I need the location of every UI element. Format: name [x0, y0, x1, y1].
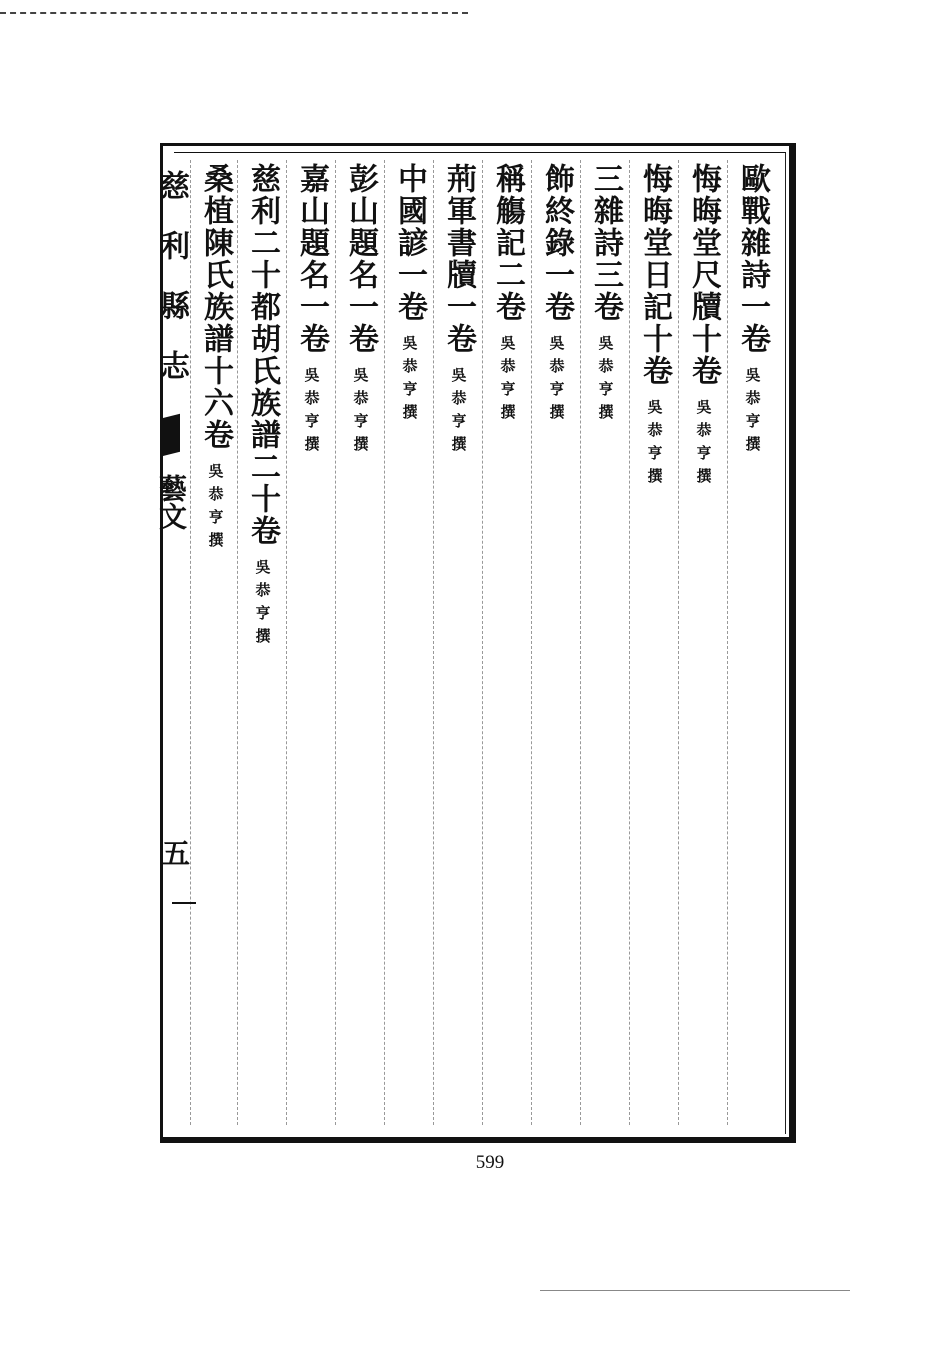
- entry-author: 吳恭亨撰: [253, 559, 272, 651]
- margin-section-title: 藝文: [155, 474, 188, 530]
- entry-title: 三雜詩三卷: [588, 163, 623, 323]
- entry-title: 歐戰雜詩一卷: [735, 163, 770, 355]
- leaf-number: 五: [161, 837, 190, 870]
- margin-column: [152, 170, 190, 530]
- column-rule: [190, 160, 191, 1125]
- column-rule: [678, 160, 679, 1125]
- entry-author: 吳恭亨撰: [498, 335, 517, 427]
- entry-title: 悔晦堂日記十卷: [637, 163, 672, 387]
- column-rule: [727, 160, 728, 1125]
- entry-title: 嘉山題名一卷: [294, 163, 329, 355]
- margin-book-title: 慈利縣志: [154, 170, 189, 410]
- entry-author: 吳恭亨撰: [302, 367, 321, 459]
- entry-column: [438, 163, 478, 459]
- scan-foot-line: [540, 1290, 850, 1291]
- entry-column: [242, 163, 282, 651]
- leaf-tick: [172, 902, 196, 904]
- entry-author: 吳恭亨撰: [743, 367, 762, 459]
- entry-column: [732, 163, 772, 459]
- column-rule: [335, 160, 336, 1125]
- fish-tail-mark: [162, 414, 180, 456]
- scan-edge-dashes: [0, 12, 468, 14]
- entry-title: 中國諺一卷: [392, 163, 427, 323]
- entry-title: 桑植陳氏族譜十六卷: [198, 163, 233, 451]
- entry-column: [195, 163, 235, 555]
- entry-column: [683, 163, 723, 491]
- entry-author: 吳恭亨撰: [694, 399, 713, 491]
- entry-author: 吳恭亨撰: [400, 335, 419, 427]
- column-rule: [482, 160, 483, 1125]
- entry-title: 慈利二十都胡氏族譜二十卷: [245, 163, 280, 547]
- entry-column: [585, 163, 625, 427]
- column-rule: [580, 160, 581, 1125]
- entry-author: 吳恭亨撰: [547, 335, 566, 427]
- entry-title: 悔晦堂尺牘十卷: [686, 163, 721, 387]
- page-number: 599: [475, 1152, 505, 1173]
- entry-column: [634, 163, 674, 491]
- entry-author: 吳恭亨撰: [596, 335, 615, 427]
- column-rule: [237, 160, 238, 1125]
- entry-column: [536, 163, 576, 427]
- entry-column: [291, 163, 331, 459]
- column-rule: [531, 160, 532, 1125]
- column-rule: [433, 160, 434, 1125]
- entry-column: [487, 163, 527, 427]
- entry-author: 吳恭亨撰: [351, 367, 370, 459]
- column-rule: [384, 160, 385, 1125]
- entry-column: [340, 163, 380, 459]
- entry-author: 吳恭亨撰: [645, 399, 664, 491]
- entry-title: 彭山題名一卷: [343, 163, 378, 355]
- entry-column: [389, 163, 429, 427]
- entry-title: 荊軍書牘一卷: [441, 163, 476, 355]
- column-rule: [286, 160, 287, 1125]
- column-rule: [629, 160, 630, 1125]
- entry-author: 吳恭亨撰: [449, 367, 468, 459]
- entry-title: 稱觴記二卷: [490, 163, 525, 323]
- entry-author: 吳恭亨撰: [206, 463, 225, 555]
- entry-title: 飾終錄一卷: [539, 163, 574, 323]
